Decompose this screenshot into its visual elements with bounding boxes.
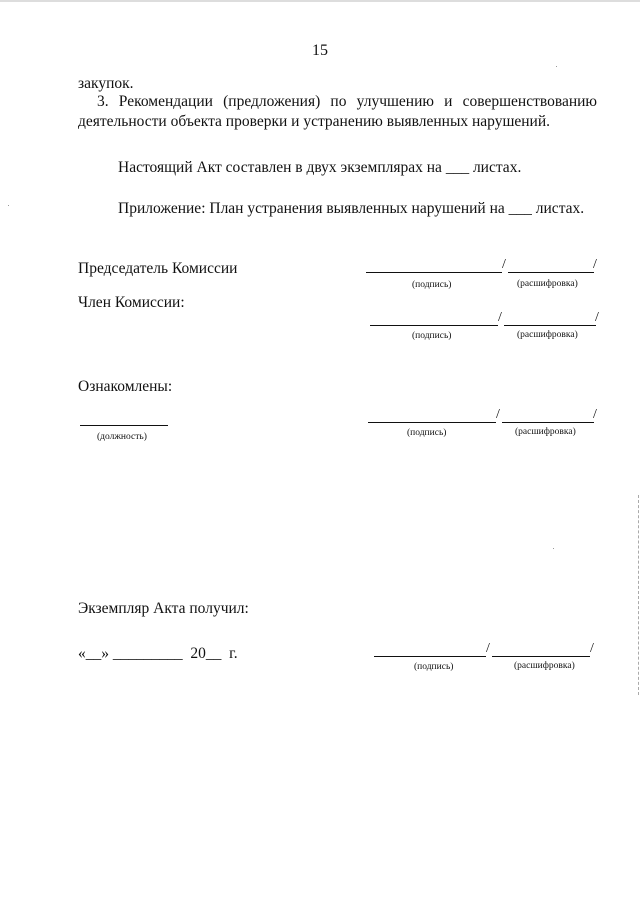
acquainted-signature-caption: (подпись)	[407, 428, 447, 438]
act-copies-blank: ___	[445, 159, 470, 176]
member-signature-caption: (подпись)	[412, 331, 452, 341]
scan-speck	[556, 66, 557, 67]
member-slash-1: /	[498, 310, 502, 325]
chairman-slash-2: /	[593, 257, 597, 272]
item3-line2: деятельности объекта проверки и устранению выявленных нарушений.	[78, 113, 551, 130]
chairman-decoding-caption: (расшифровка)	[517, 279, 578, 289]
chairman-signature-caption: (подпись)	[412, 280, 452, 290]
member-signature-line	[370, 325, 498, 326]
attachment-blank: ___	[508, 200, 532, 217]
date-year-suffix: г.	[229, 645, 238, 662]
acquainted-slash-2: /	[593, 407, 597, 422]
acquainted-decoding-line	[502, 422, 594, 423]
acquainted-label: Ознакомлены:	[78, 378, 173, 395]
scan-speck	[8, 205, 9, 206]
act-copies-paragraph	[118, 159, 521, 177]
member-decoding-line	[504, 325, 596, 326]
attachment-prefix: Приложение: План устранения выявленных нарушений на	[118, 200, 505, 217]
acquainted-decoding-caption: (расшифровка)	[515, 427, 576, 437]
chairman-slash-1: /	[502, 257, 506, 272]
act-copies-prefix: Настоящий Акт составлен в двух экземплярах на	[118, 159, 442, 176]
attachment-paragraph	[118, 200, 584, 218]
received-signature-line	[374, 656, 486, 657]
date-line	[78, 645, 238, 663]
attachment-suffix: листах.	[535, 200, 585, 217]
received-label: Экземпляр Акта получил:	[78, 600, 249, 617]
chairman-label: Председатель Комиссии	[78, 260, 238, 277]
chairman-decoding-line	[508, 272, 594, 273]
top-edge-artifact	[0, 0, 640, 2]
item3-line1: 3. Рекомендации (предложения) по улучшению и совершенствованию	[97, 93, 597, 110]
member-label: Член Комиссии:	[78, 294, 185, 311]
scan-speck	[553, 548, 554, 549]
section-tail-text: закупок.	[78, 75, 134, 92]
received-decoding-line	[492, 656, 590, 657]
acquainted-signature-line	[368, 422, 496, 423]
member-decoding-caption: (расшифровка)	[517, 330, 578, 340]
date-year: 20__	[190, 645, 222, 662]
page-number: 15	[312, 42, 328, 59]
position-caption: (должность)	[97, 432, 147, 442]
act-copies-suffix: листах.	[472, 159, 522, 176]
date-day: «__»	[78, 645, 109, 662]
position-line	[80, 425, 168, 426]
received-slash-2: /	[590, 641, 594, 656]
chairman-signature-line	[366, 272, 502, 273]
member-slash-2: /	[595, 310, 599, 325]
date-month-blank: _________	[112, 645, 183, 662]
received-decoding-caption: (расшифровка)	[514, 661, 575, 671]
received-signature-caption: (подпись)	[414, 662, 454, 672]
acquainted-slash-1: /	[496, 407, 500, 422]
received-slash-1: /	[486, 641, 490, 656]
